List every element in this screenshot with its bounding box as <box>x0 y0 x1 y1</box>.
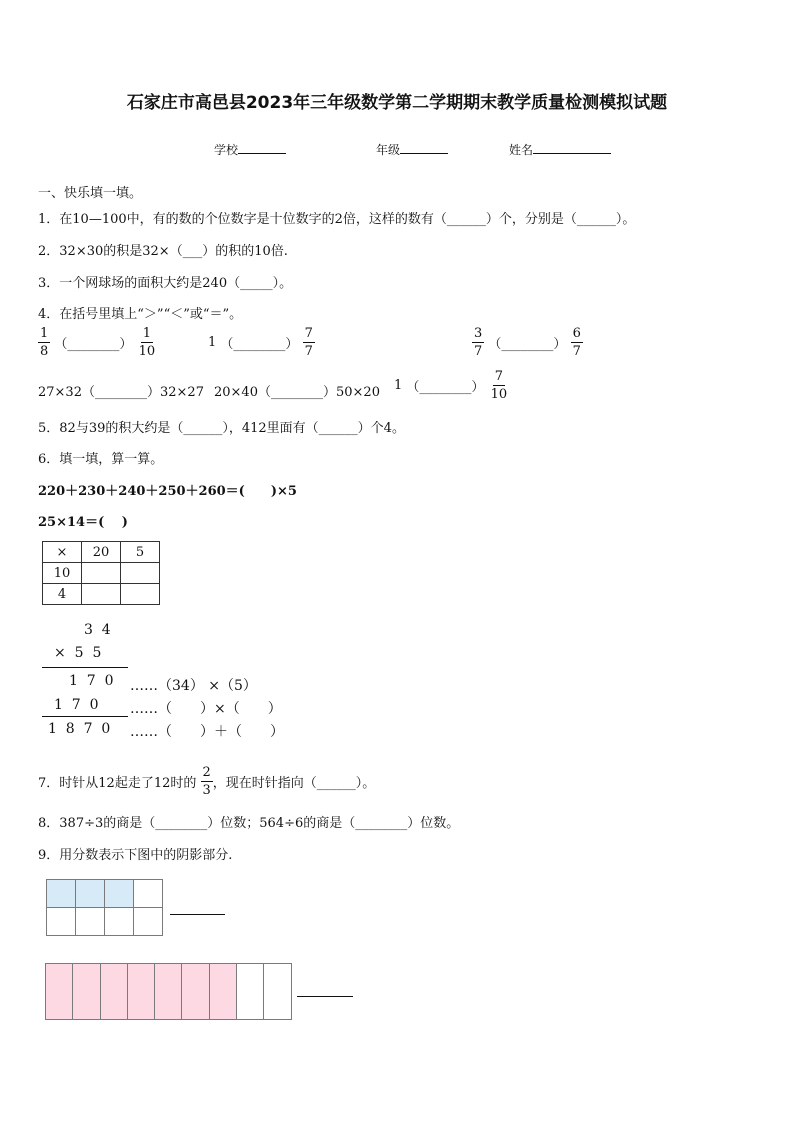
question-text: 时针从12起走了12时的 <box>59 776 197 791</box>
question-text: ，现在时针指向（______）。 <box>212 776 376 791</box>
question-number: 3． <box>38 276 60 291</box>
expression: 20×40 <box>214 385 258 400</box>
compare-item-3 <box>472 327 583 358</box>
fraction <box>303 327 315 358</box>
name-field <box>509 141 611 158</box>
question-number: 1． <box>38 212 60 227</box>
shaded-cell <box>46 964 73 1020</box>
compare-item-1 <box>38 327 157 358</box>
question-number: 9． <box>38 848 60 863</box>
shaded-cell <box>128 964 155 1020</box>
question-text: 在括号里填上“＞”“＜”或“＝”。 <box>59 307 243 322</box>
grid-cell <box>134 880 163 908</box>
grid-cell <box>105 908 134 936</box>
question-6 <box>38 448 163 467</box>
grade-field <box>376 141 448 158</box>
fraction <box>201 766 213 797</box>
answer-blank: （________） <box>81 385 160 400</box>
question-number: 6． <box>38 452 60 467</box>
shaded-cell <box>155 964 182 1020</box>
answer-blank: （________） <box>220 337 299 352</box>
vertical-note-3: ……（ ）＋（ ） <box>130 724 284 740</box>
shaded-grid-1 <box>46 879 163 936</box>
school-field <box>214 141 286 158</box>
answer-line-2 <box>297 996 353 997</box>
fraction <box>571 327 583 358</box>
table-cell <box>121 584 160 605</box>
answer-blank: （________） <box>488 337 567 352</box>
question-number: 4． <box>38 307 60 322</box>
shaded-cell <box>105 880 134 908</box>
fraction <box>489 370 510 401</box>
shaded-cell <box>182 964 209 1020</box>
answer-line-1 <box>170 914 225 915</box>
grid-cell <box>76 908 105 936</box>
vertical-note-2: ……（ ）×（ ） <box>130 701 282 717</box>
vertical-sum: 1 8 7 0 <box>48 721 111 737</box>
compare-item-4 <box>38 381 204 400</box>
compare-item-2 <box>208 327 315 358</box>
shaded-cell <box>73 964 100 1020</box>
denominator: 8 <box>40 344 49 359</box>
numerator: 2 <box>202 765 211 780</box>
question-text: 32×30的积是32×（___）的积的10倍. <box>59 244 288 259</box>
question-9 <box>38 844 232 863</box>
question-number: 5． <box>38 421 60 436</box>
numerator: 6 <box>572 326 581 341</box>
numerator: 7 <box>304 326 313 341</box>
question-3 <box>38 272 292 291</box>
vertical-rule <box>42 716 128 717</box>
shaded-grid-2 <box>45 963 292 1020</box>
compare-item-6 <box>394 370 509 401</box>
denominator: 10 <box>138 344 156 359</box>
question-1 <box>38 208 635 227</box>
question-number: 2． <box>38 244 60 259</box>
grid-cell <box>237 964 264 1020</box>
question-text: 用分数表示下图中的阴影部分. <box>59 848 233 863</box>
question-7 <box>38 766 375 797</box>
number: 1 <box>208 335 217 350</box>
page-title: 石家庄市高邑县2023年三年级数学第二学期期末教学质量检测模拟试题 <box>126 93 668 113</box>
section-1-heading: 一、快乐填一填。 <box>38 186 143 201</box>
numerator: 1 <box>142 326 151 341</box>
name-label: 姓名 <box>509 143 534 157</box>
number: 1 <box>394 378 403 393</box>
question-2 <box>38 240 288 259</box>
grid-cell <box>264 964 291 1020</box>
question-number: 7． <box>38 776 60 791</box>
fraction <box>472 327 484 358</box>
question-4 <box>38 303 242 322</box>
shaded-cell <box>47 880 76 908</box>
table-cell <box>82 563 121 584</box>
multiplication-table <box>42 541 160 605</box>
vertical-note-1: ……（34） ×（5） <box>130 678 257 694</box>
question-text: 填一填，算一算。 <box>59 452 164 467</box>
compare-item-5 <box>214 381 380 400</box>
answer-blank: （________） <box>54 337 133 352</box>
expression: 27×32 <box>38 385 82 400</box>
shaded-cell <box>101 964 128 1020</box>
denominator: 7 <box>572 344 581 359</box>
question-text: 82与39的积大约是（______），412里面有（______）个4。 <box>59 421 405 436</box>
question-text: 在10—100中，有的数的个位数字是十位数字的2倍，这样的数有（______）个，分别是（______）。 <box>59 212 636 227</box>
school-blank <box>238 141 286 154</box>
grade-blank <box>400 141 448 154</box>
shaded-cell <box>210 964 237 1020</box>
grid-cell <box>134 908 163 936</box>
fraction <box>38 327 50 358</box>
school-label: 学校 <box>214 143 239 157</box>
numerator: 3 <box>474 326 483 341</box>
product-expression: 25×14＝( ) <box>38 515 128 530</box>
expression: 32×27 <box>160 385 204 400</box>
table-cell: 5 <box>121 542 160 563</box>
shaded-cell <box>76 880 105 908</box>
table-cell: 10 <box>43 563 82 584</box>
table-cell <box>82 584 121 605</box>
expression: 50×20 <box>336 385 380 400</box>
table-cell: × <box>43 542 82 563</box>
vertical-partial-2: 1 7 0 <box>54 697 99 713</box>
table-cell <box>121 563 160 584</box>
vertical-multiplier: × 5 5 <box>54 645 102 661</box>
vertical-multiplicand: 3 4 <box>84 622 111 638</box>
numerator: 1 <box>40 326 49 341</box>
denominator: 10 <box>490 387 508 402</box>
vertical-rule <box>42 667 128 668</box>
vertical-partial-1: 1 7 0 <box>69 673 114 689</box>
sum-expression: 220＋230＋240＋250＋260＝( )×5 <box>38 484 297 499</box>
denominator: 3 <box>202 783 211 798</box>
question-text: 387÷3的商是（________）位数；564÷6的商是（________）位数。 <box>59 816 460 831</box>
fraction <box>137 327 158 358</box>
denominator: 7 <box>474 344 483 359</box>
grade-label: 年级 <box>376 143 401 157</box>
table-cell: 4 <box>43 584 82 605</box>
question-8 <box>38 812 459 831</box>
question-5 <box>38 417 405 436</box>
question-number: 8． <box>38 816 60 831</box>
grid-cell <box>47 908 76 936</box>
table-cell: 20 <box>82 542 121 563</box>
denominator: 7 <box>304 344 313 359</box>
answer-blank: （________） <box>257 385 336 400</box>
answer-blank: （________） <box>406 380 485 395</box>
numerator: 7 <box>494 369 503 384</box>
name-blank <box>533 141 611 154</box>
question-text: 一个网球场的面积大约是240（_____）。 <box>59 276 293 291</box>
